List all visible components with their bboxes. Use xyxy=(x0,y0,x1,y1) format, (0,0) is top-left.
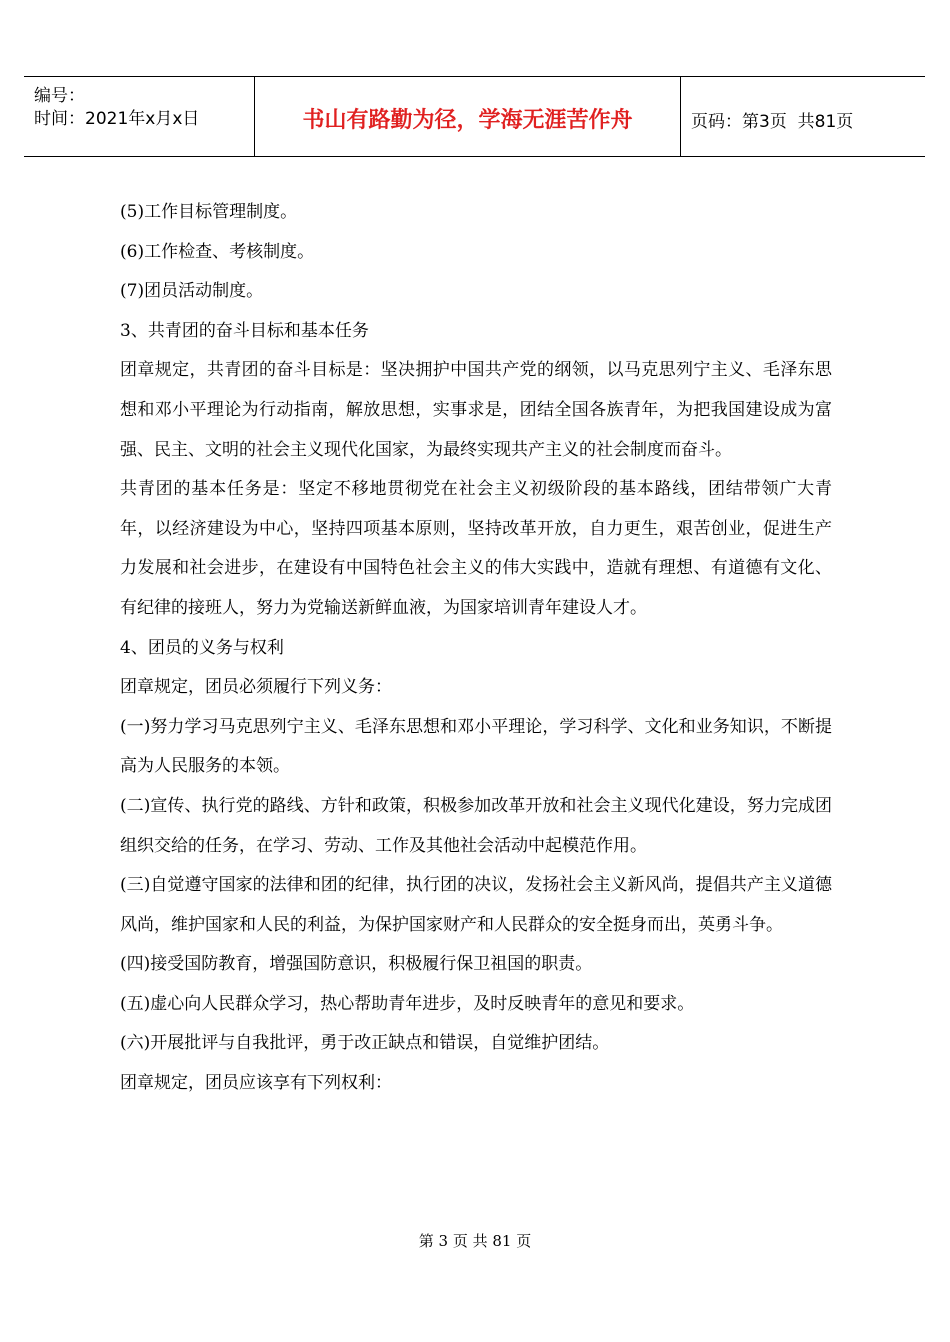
header-page-info: 页码：第3页 共81页 xyxy=(691,112,854,132)
paragraph: (四)接受国防教育，增强国防意识，积极履行保卫祖国的职责。 xyxy=(120,954,593,975)
header-right-cell xyxy=(681,77,925,156)
section-heading: 4、团员的义务与权利 xyxy=(120,637,284,658)
page-footer: 第 3 页 共 81 页 xyxy=(418,1232,532,1250)
paragraph: (6)工作检查、考核制度。 xyxy=(120,241,315,262)
header-motto: 书山有路勤为径，学海无涯苦作舟 xyxy=(302,108,633,133)
header-left-cell xyxy=(24,77,255,156)
paragraph: (7)团员活动制度。 xyxy=(120,281,264,302)
section-heading: 3、共青团的奋斗目标和基本任务 xyxy=(120,320,369,341)
document-number-label: 编号： xyxy=(34,86,85,106)
paragraph: (六)开展批评与自我批评，勇于改正缺点和错误，自觉维护团结。 xyxy=(120,1033,610,1054)
paragraph: (5)工作目标管理制度。 xyxy=(120,202,298,222)
paragraph: 团章规定，共青团的奋斗目标是：坚决拥护中国共产党的纲领，以马克思列宁主义、毛泽东思想和邓小平理论为行动指南，解放思想，实事求是，团结全国各族青年，为把我国建设成为富强、民主、文明的社会主义现代化国家，为最终实现共产主义的社会制度而奋斗。 xyxy=(120,360,832,460)
paragraph: 团章规定，团员应该享有下列权利： xyxy=(120,1073,392,1094)
paragraph: (三)自觉遵守国家的法律和团的纪律，执行团的决议，发扬社会主义新风尚，提倡共产主义道德风尚，维护国家和人民的利益，为保护国家财产和人民群众的安全挺身而出，英勇斗争。 xyxy=(120,875,832,935)
document-time-label: 时间：2021年x月x日 xyxy=(34,109,200,129)
header-middle-cell xyxy=(255,77,681,156)
paragraph: 团章规定，团员必须履行下列义务： xyxy=(120,677,392,698)
paragraph: (五)虚心向人民群众学习，热心帮助青年进步，及时反映青年的意见和要求。 xyxy=(120,993,695,1014)
paragraph: 共青团的基本任务是：坚定不移地贯彻党在社会主义初级阶段的基本路线，团结带领广大青年，以经济建设为中心，坚持四项基本原则，坚持改革开放，自力更生，艰苦创业，促进生产力发展和社会进步，在建设有中国特色社会主义的伟大实践中，造就有理想、有道德有文化、有纪律的接班人，努力为党输送新鲜血液，为国家培训青年建设人才。 xyxy=(120,479,832,618)
page-header xyxy=(24,76,925,157)
document-body xyxy=(120,193,832,1104)
paragraph: (一)努力学习马克思列宁主义、毛泽东思想和邓小平理论，学习科学、文化和业务知识，不断提高为人民服务的本领。 xyxy=(120,716,832,777)
paragraph: (二)宣传、执行党的路线、方针和政策，积极参加改革开放和社会主义现代化建设，努力完成团组织交给的任务，在学习、劳动、工作及其他社会活动中起模范作用。 xyxy=(120,795,832,856)
